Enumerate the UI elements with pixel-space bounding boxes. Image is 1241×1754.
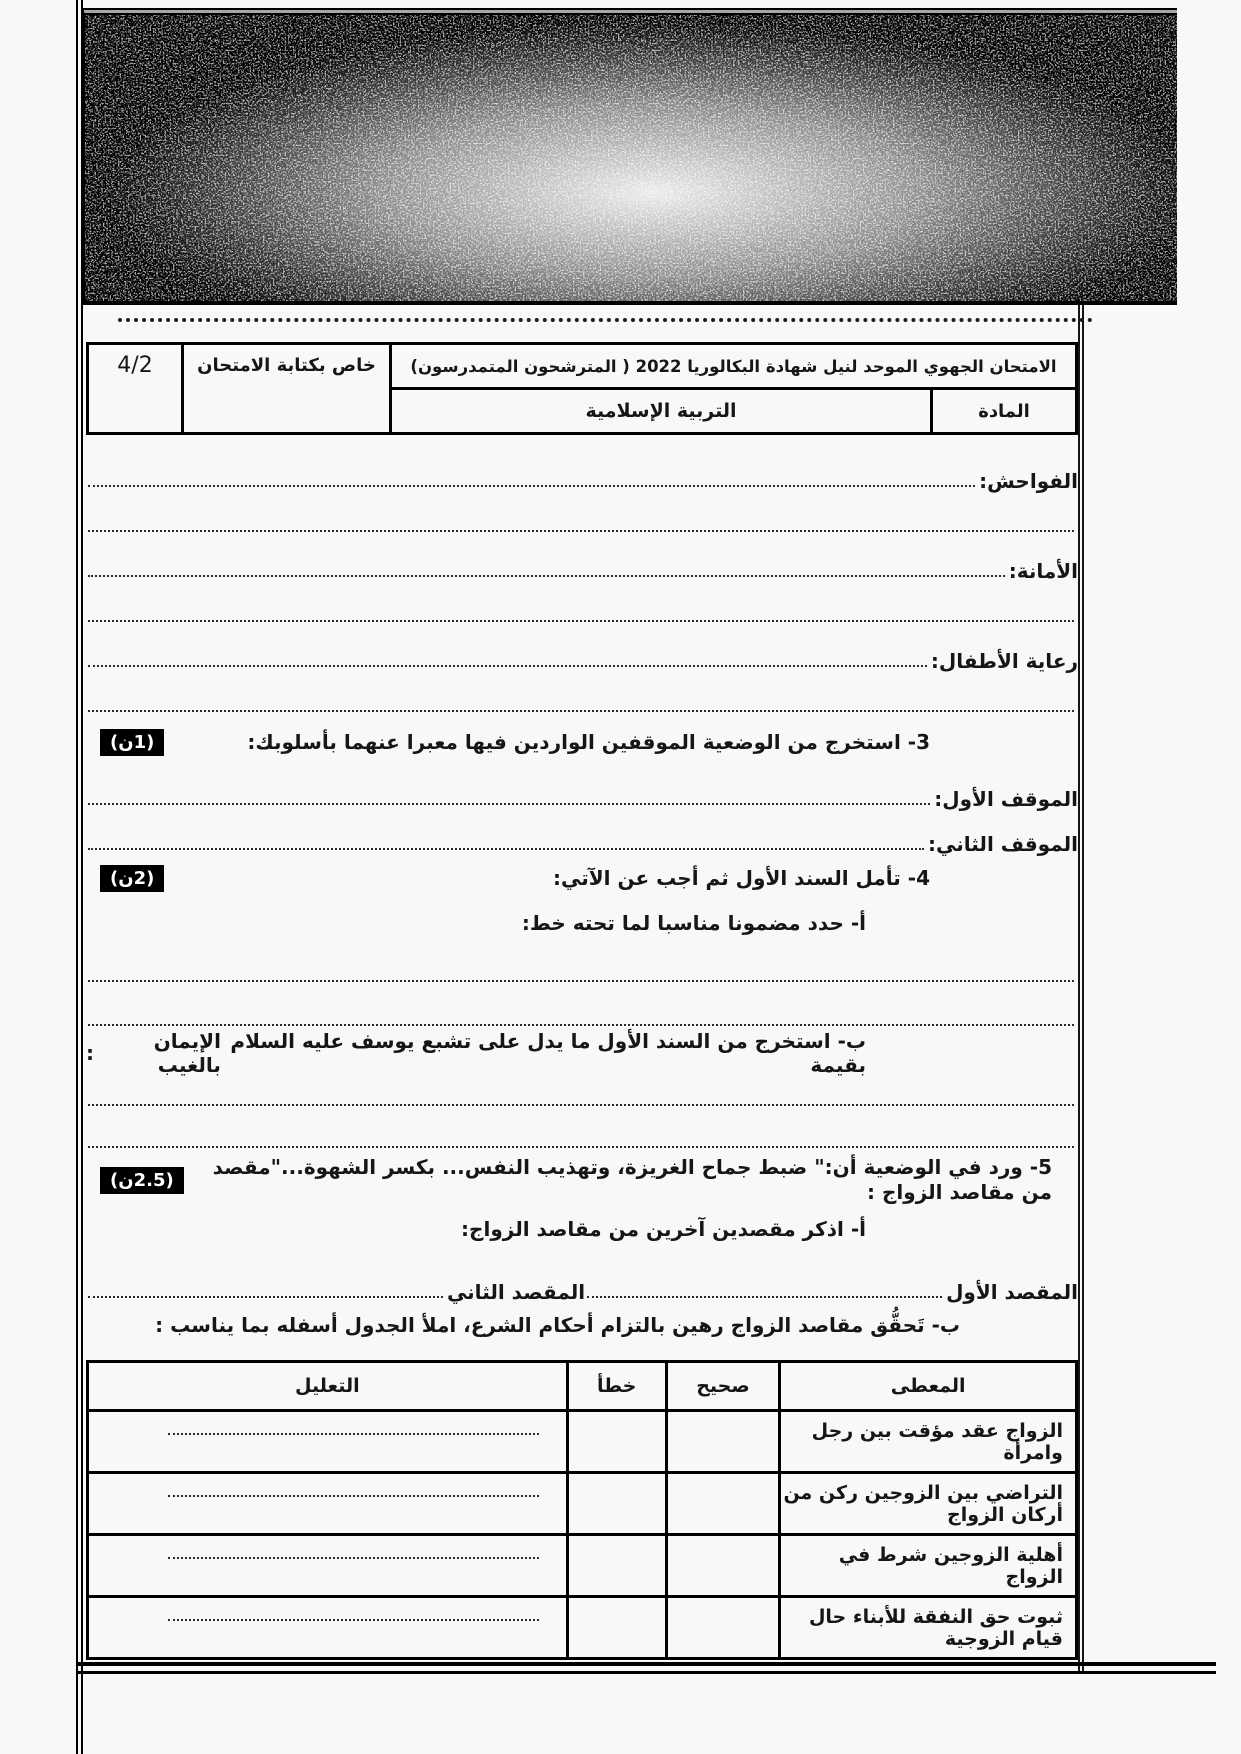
wrong-cell — [567, 1473, 666, 1535]
question-4-item-a: أ- حدد مضمونا مناسبا لما تحته خط: — [521, 911, 866, 935]
answer-dotted-line — [88, 530, 1074, 532]
goal-2-label: المقصد الثاني — [446, 1280, 586, 1304]
answer-dotted-line — [88, 848, 924, 850]
position-2-label: الموقف الثاني: — [928, 832, 1078, 856]
question-3-row — [86, 718, 1078, 766]
exam-title: الامتحان الجهوي الموحد لنيل شهادة البكالوريا 2022 ( المترشحون المتمدرسون) — [392, 345, 1075, 390]
answer-dotted-row — [86, 493, 1078, 538]
justification-cell — [88, 1535, 568, 1597]
question-4-item-b-text: ب- استخرج من السند الأول ما يدل على تشبع يوسف عليه السلام بقيمة — [230, 1029, 866, 1077]
given-statement: ثبوت حق النفقة للأبناء حال قيام الزوجية — [780, 1597, 1077, 1659]
answer-dotted-line — [587, 1296, 942, 1298]
answer-dotted-line — [88, 1296, 443, 1298]
answer-dotted-line — [88, 1146, 1074, 1148]
header-main — [389, 345, 1075, 432]
concept-label: رعاية الأطفال: — [930, 649, 1078, 673]
correct-cell — [666, 1473, 780, 1535]
table-row — [88, 1597, 1077, 1659]
answer-dotted-line — [88, 620, 1074, 622]
page-frame-right — [1078, 300, 1084, 1672]
correct-cell — [666, 1535, 780, 1597]
question-4-item-b — [86, 1029, 1078, 1077]
wrong-cell — [567, 1535, 666, 1597]
question-4-heading: 4- تأمل السند الأول ثم أجب عن الآتي: — [553, 865, 930, 890]
answer-dotted-line — [88, 1104, 1074, 1106]
answer-dotted-line — [168, 1619, 539, 1621]
exam-body — [86, 448, 1078, 1660]
answer-dotted-row — [86, 673, 1078, 718]
justification-cell — [88, 1411, 568, 1473]
true-false-table — [86, 1360, 1078, 1660]
answer-dotted-line — [88, 575, 1005, 577]
concept-label: الفواحش: — [979, 469, 1078, 493]
answer-dotted-line — [168, 1495, 539, 1497]
question-4-mark-badge: (ن2) — [100, 865, 164, 892]
question-5-heading: 5- ورد في الوضعية أن:" ضبط جماح الغريزة، وتهذيب النفس... بكسر الشهوة..."مقصد من مقاصد الزواج : — [212, 1155, 1052, 1204]
concept-line-riayat-atfal — [86, 628, 1078, 673]
position-1-line — [86, 766, 1078, 811]
question-5-row — [86, 1154, 1078, 1206]
column-header-given: المعطى — [780, 1362, 1077, 1411]
answer-dotted-row — [86, 988, 1078, 1032]
concept-line-fawahish — [86, 448, 1078, 493]
question-5-item-b: ب- تَحقُّق مقاصد الزواج رهين بالتزام أحكام الشرع، املأ الجدول أسفله بما يناسب : — [155, 1313, 960, 1337]
position-2-line — [86, 811, 1078, 856]
column-header-wrong: خطأ — [567, 1362, 666, 1411]
answer-dotted-line — [88, 803, 930, 805]
question-4-item-b-colon: : — [86, 1041, 94, 1065]
answer-dotted-row — [86, 583, 1078, 628]
answer-dotted-line — [88, 1024, 1074, 1026]
subject-row — [392, 390, 1075, 432]
justification-cell — [88, 1473, 568, 1535]
table-header-row — [88, 1362, 1077, 1411]
page-frame-left — [76, 0, 83, 1754]
scan-noise-artifact — [83, 8, 1177, 305]
answer-dotted-line — [168, 1557, 539, 1559]
correct-cell — [666, 1411, 780, 1473]
correct-cell — [666, 1597, 780, 1659]
answer-dotted-line — [88, 665, 927, 667]
answer-dotted-line — [88, 485, 975, 487]
answer-dotted-row — [86, 1112, 1078, 1154]
given-statement: الزواج عقد مؤقت بين رجل وامرأة — [780, 1411, 1077, 1473]
answer-dotted-row — [86, 1074, 1078, 1112]
answer-dotted-line — [88, 980, 1074, 982]
question-3-mark-badge: (ن1) — [100, 729, 164, 756]
page-bottom-rule — [76, 1662, 1216, 1674]
question-4-item-b-bold: الإيمان بالغيب — [153, 1029, 221, 1077]
question-3-heading: 3- استخرج من الوضعية الموقفين الواردين فيها معبرا عنهما بأسلوبك: — [247, 729, 930, 754]
answer-dotted-row — [86, 946, 1078, 988]
table-row — [88, 1473, 1077, 1535]
column-header-justification: التعليل — [88, 1362, 568, 1411]
wrong-cell — [567, 1597, 666, 1659]
wrong-cell — [567, 1411, 666, 1473]
justification-cell — [88, 1597, 568, 1659]
concept-line-amana — [86, 538, 1078, 583]
concept-label: الأمانة: — [1008, 559, 1078, 583]
exam-writing-notice: خاص بكتابة الامتحان — [181, 345, 389, 432]
given-statement: أهلية الزوجين شرط في الزواج — [780, 1535, 1077, 1597]
position-1-label: الموقف الأول: — [934, 787, 1078, 811]
noise-texture — [85, 15, 1177, 301]
page-number: 4/2 — [117, 353, 153, 378]
given-statement: التراضي بين الزوجين ركن من أركان الزواج — [780, 1473, 1077, 1535]
answer-dotted-line — [168, 1433, 539, 1435]
question-5-mark-badge: (ن2.5) — [100, 1167, 184, 1194]
subject-name: التربية الإسلامية — [585, 400, 737, 422]
header-table — [86, 342, 1078, 435]
answer-dotted-line — [88, 710, 1074, 712]
table-row — [88, 1535, 1077, 1597]
column-header-correct: صحيح — [666, 1362, 780, 1411]
subject-label: المادة — [930, 390, 1075, 432]
table-row — [88, 1411, 1077, 1473]
goal-1-label: المقصد الأول — [946, 1280, 1078, 1304]
marriage-goals-line — [86, 1252, 1078, 1304]
dotted-separator — [118, 318, 1093, 322]
question-5-item-a: أ- اذكر مقصدين آخرين من مقاصد الزواج: — [461, 1217, 866, 1241]
question-4-row — [86, 856, 1078, 900]
